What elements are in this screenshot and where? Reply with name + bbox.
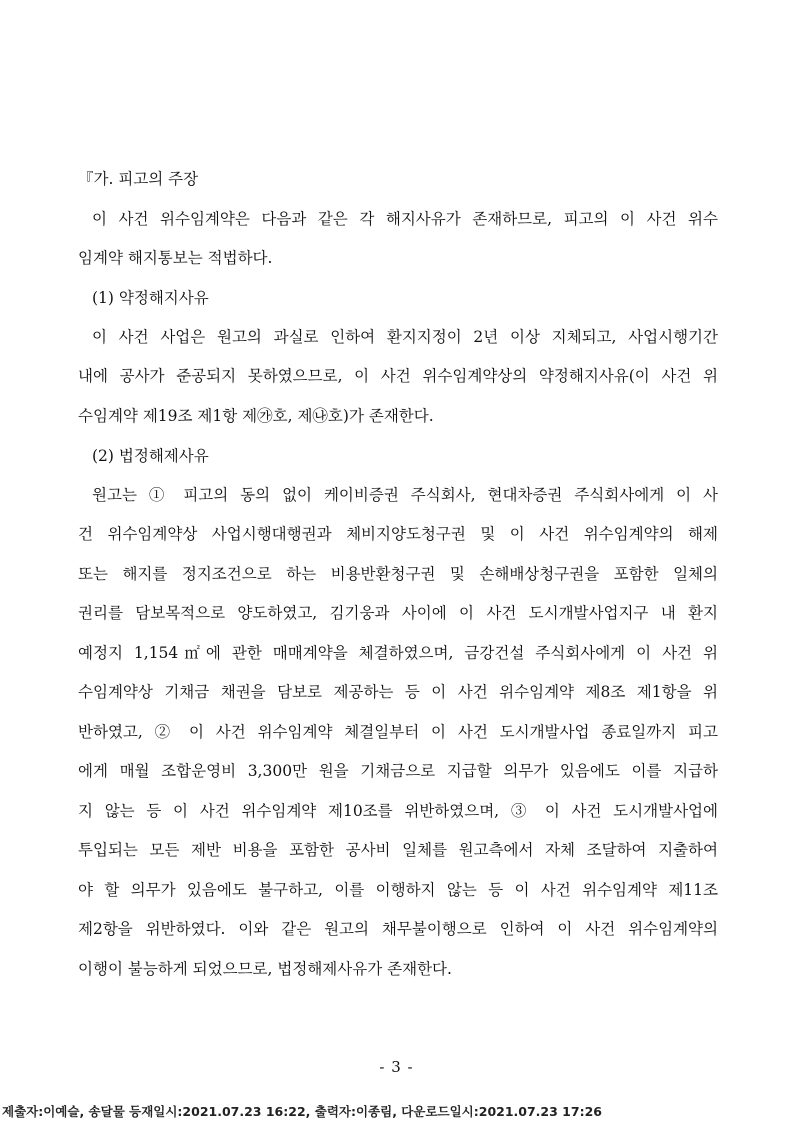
sub1-line-1: 이 사건 사업은 원고의 과실로 인하여 환지지정이 2년 이상 지체되고, 사업시행기간 — [92, 328, 718, 346]
page-number: - 3 - — [379, 1058, 414, 1076]
sub-heading-1: (1) 약정해지사유 — [92, 289, 209, 307]
sub1-line-3: 수임계약 제19조 제1항 제㉮호, 제㉯호)가 존재한다. — [78, 407, 434, 425]
sub2-line-13: 이행이 불능하게 되었으므로, 법정해제사유가 존재한다. — [78, 960, 452, 978]
sub1-line-2: 내에 공사가 준공되지 못하였으므로, 이 사건 위수임계약상의 약정해지사유(이 사건 위 — [78, 367, 718, 385]
sub2-line-2: 건 위수임계약상 사업시행대행권과 체비지양도청구권 및 이 사건 위수임계약의 해제 — [78, 525, 718, 543]
sub2-line-6: 수임계약상 기채금 채권을 담보로 제공하는 등 이 사건 위수임계약 제8조 제1항을 위 — [78, 683, 718, 701]
sub2-line-12: 제2항을 위반하였다. 이와 같은 원고의 채무불이행으로 인하여 이 사건 위수임계약의 — [78, 920, 718, 938]
section-heading: 『가. 피고의 주장 — [78, 170, 199, 188]
sub2-line-5: 예정지 1,154㎡에 관한 매매계약을 체결하였으며, 금강건설 주식회사에게 이 사건 위 — [78, 644, 718, 662]
sub2-line-11: 야 할 의무가 있음에도 불구하고, 이를 이행하지 않는 등 이 사건 위수임계약 제11조 — [78, 881, 718, 899]
sub2-line-8: 에게 매월 조합운영비 3,300만 원을 기채금으로 지급할 의무가 있음에도 이를 지급하 — [78, 762, 718, 780]
sub2-line-3: 또는 해지를 정지조건으로 하는 비용반환청구권 및 손해배상청구권을 포함한 일체의 — [78, 565, 718, 583]
intro-line-2: 임계약 해지통보는 적법하다. — [78, 249, 273, 267]
sub-heading-2: (2) 법정해제사유 — [92, 447, 209, 465]
download-footer: 제출자:이예슬, 송달물 등재일시:2021.07.23 16:22, 출력자:이종림, 다운로드일시:2021.07.23 17:26 — [2, 1104, 602, 1119]
sub2-line-9: 지 않는 등 이 사건 위수임계약 제10조를 위반하였으며, ③ 이 사건 도시개발사업에 — [78, 802, 718, 820]
intro-line-1: 이 사건 위수임계약은 다음과 같은 각 해지사유가 존재하므로, 피고의 이 사건 위수 — [92, 210, 718, 228]
sub2-line-7: 반하였고, ② 이 사건 위수임계약 체결일부터 이 사건 도시개발사업 종료일까지 피고 — [78, 723, 718, 741]
sub2-line-10: 투입되는 모든 제반 비용을 포함한 공사비 일체를 원고측에서 자체 조달하여 지출하여 — [78, 841, 718, 859]
sub2-line-1: 원고는 ① 피고의 동의 없이 케이비증권 주식회사, 현대차증권 주식회사에게 이 사 — [92, 486, 718, 504]
sub2-line-4: 권리를 담보목적으로 양도하였고, 김기웅과 사이에 이 사건 도시개발사업지구 내 환지 — [78, 604, 718, 622]
